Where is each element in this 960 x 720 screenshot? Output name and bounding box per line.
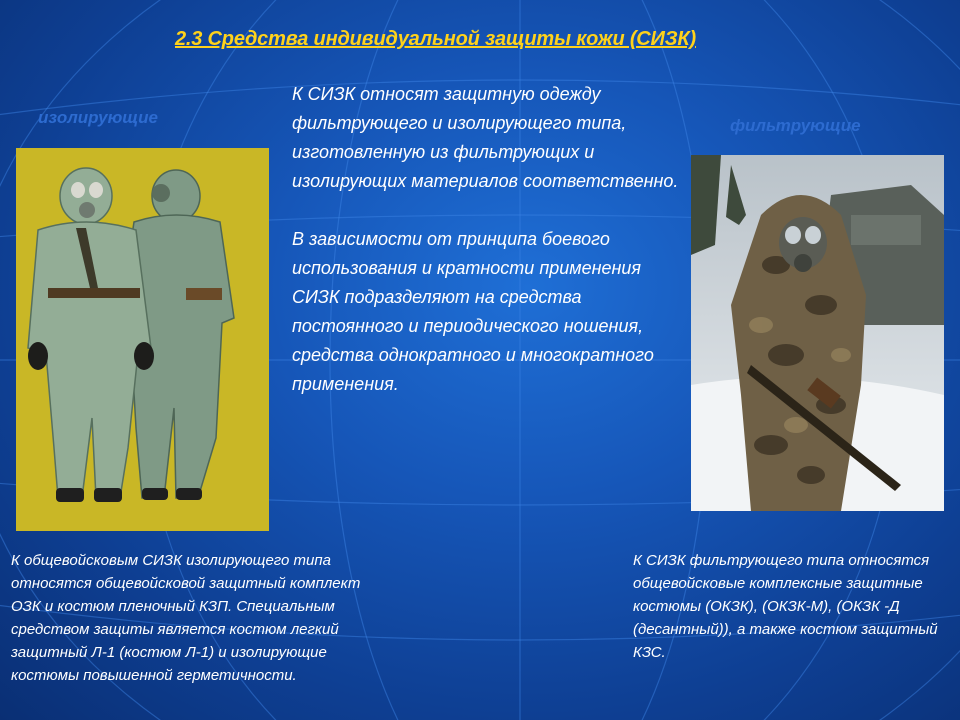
- filtering-label: фильтрующие: [730, 116, 861, 135]
- main-description: [292, 80, 692, 399]
- filtering-caption: К СИЗК фильтрующего типа относятся общевойсковые комплексные защитные костюмы (ОКЗК), (ОКЗК-М), (ОКЗК -Д (десантный)), а также костюм защитный КЗС.: [633, 552, 938, 661]
- slide-title: 2.3 Средства индивидуальной защиты кожи (СИЗК): [175, 28, 696, 50]
- main-paragraph-2: В зависимости от принципа боевого использования и кратности применения СИЗК подразделяют на средства постоянного и периодического ношения, средства однократного и многократного применения.: [292, 229, 654, 394]
- isolating-label: изолирующие: [38, 108, 159, 127]
- main-paragraph-1: К СИЗК относят защитную одежду фильтрующего и изолирующего типа, изготовленную из фильтрующих и изолирующих материалов соответственно.: [292, 84, 679, 191]
- isolating-caption: К общевойсковым СИЗК изолирующего типа относятся общевойсковой защитный комплект ОЗК и костюм пленочный КЗП. Специальным средством защиты является костюм легкий защитный Л-1 (костюм Л-1) и изолирующие костюмы повышенной герметичности.: [11, 552, 361, 684]
- filtering-suit-photo: [691, 155, 944, 511]
- isolating-suits-photo: [16, 148, 269, 531]
